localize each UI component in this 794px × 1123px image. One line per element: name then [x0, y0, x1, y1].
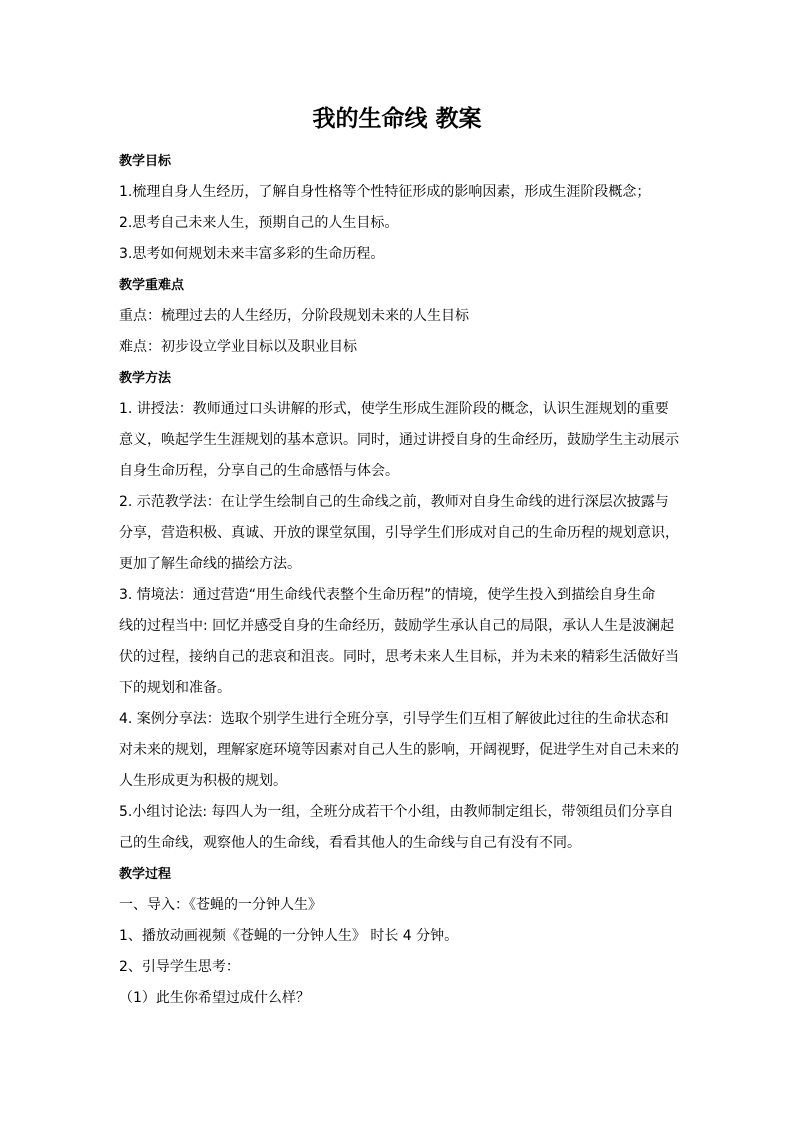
text-line: 3.思考如何规划未来丰富多彩的生命历程。	[119, 246, 385, 262]
section-heading: 教学过程	[119, 867, 172, 882]
text-line: 自身生命历程，分享自己的生命感悟与体会。	[119, 463, 399, 479]
text-line: 3. 情境法：通过营造“用生命线代表整个生命历程”的情境，使学生投入到描绘自身生命	[119, 587, 656, 603]
text-line: 更加了解生命线的描绘方法。	[119, 556, 301, 572]
text-line: 5.小组讨论法: 每四人为一组，全班分成若干个小组，由教师制定组长，带领组员们分享自	[119, 804, 674, 820]
text-line: 重点：梳理过去的人生经历，分阶段规划未来的人生目标	[119, 308, 469, 324]
text-line: 分享，营造积极、真诚、开放的课堂氛围，引导学生们形成对自己的生命历程的规划意识，	[119, 525, 679, 541]
text-line: 己的生命线，观察他人的生命线，看看其他人的生命线与自己有没有不同。	[119, 835, 581, 851]
text-line: 难点：初步设立学业目标以及职业目标	[119, 339, 357, 355]
text-line: 4. 案例分享法：选取个别学生进行全班分享，引导学生们互相了解彼此过往的生命状态和	[119, 711, 669, 727]
text-line: 2. 示范教学法：在让学生绘制自己的生命线之前，教师对自身生命线的进行深层次披露与	[119, 494, 669, 510]
text-line: 伏的过程，接纳自己的悲哀和沮丧。同时，思考未来人生目标，并为未来的精彩生活做好当	[119, 649, 679, 665]
text-line: 意义，唤起学生生涯规划的基本意识。同时，通过讲授自身的生命经历，鼓励学生主动展示	[119, 432, 679, 448]
text-line: 一、导入：《苍蝇的一分钟人生》	[119, 897, 322, 913]
document-title: 我的生命线 教案	[312, 106, 482, 132]
text-line: 1. 讲授法：教师通过口头讲解的形式，使学生形成生涯阶段的概念，认识生涯规划的重要	[119, 401, 669, 417]
text-line: 下的规划和准备。	[119, 680, 231, 696]
document-body	[119, 146, 684, 1014]
section-heading: 教学目标	[119, 154, 172, 169]
text-line: 人生形成更为积极的规划。	[119, 773, 287, 789]
text-line: 2、引导学生思考：	[119, 959, 240, 975]
text-line: 1、播放动画视频《苍蝇的一分钟人生》 时长 4 分钟。	[119, 928, 459, 944]
text-line: （1）此生你希望过成什么样？	[119, 990, 310, 1006]
text-line: 对未来的规划，理解家庭环境等因素对自己人生的影响，开阔视野，促进学生对自己未来的	[119, 742, 679, 758]
section-heading: 教学方法	[119, 371, 172, 386]
text-line: 1.梳理自身人生经历，了解自身性格等个性特征形成的影响因素，形成生涯阶段概念；	[119, 184, 651, 200]
text-line: 2.思考自己未来人生，预期自己的人生目标。	[119, 215, 399, 231]
text-line: 线的过程当中: 回忆并感受自身的生命经历，鼓励学生承认自己的局限，承认人生是波澜起	[119, 618, 675, 634]
section-heading: 教学重难点	[119, 278, 185, 293]
